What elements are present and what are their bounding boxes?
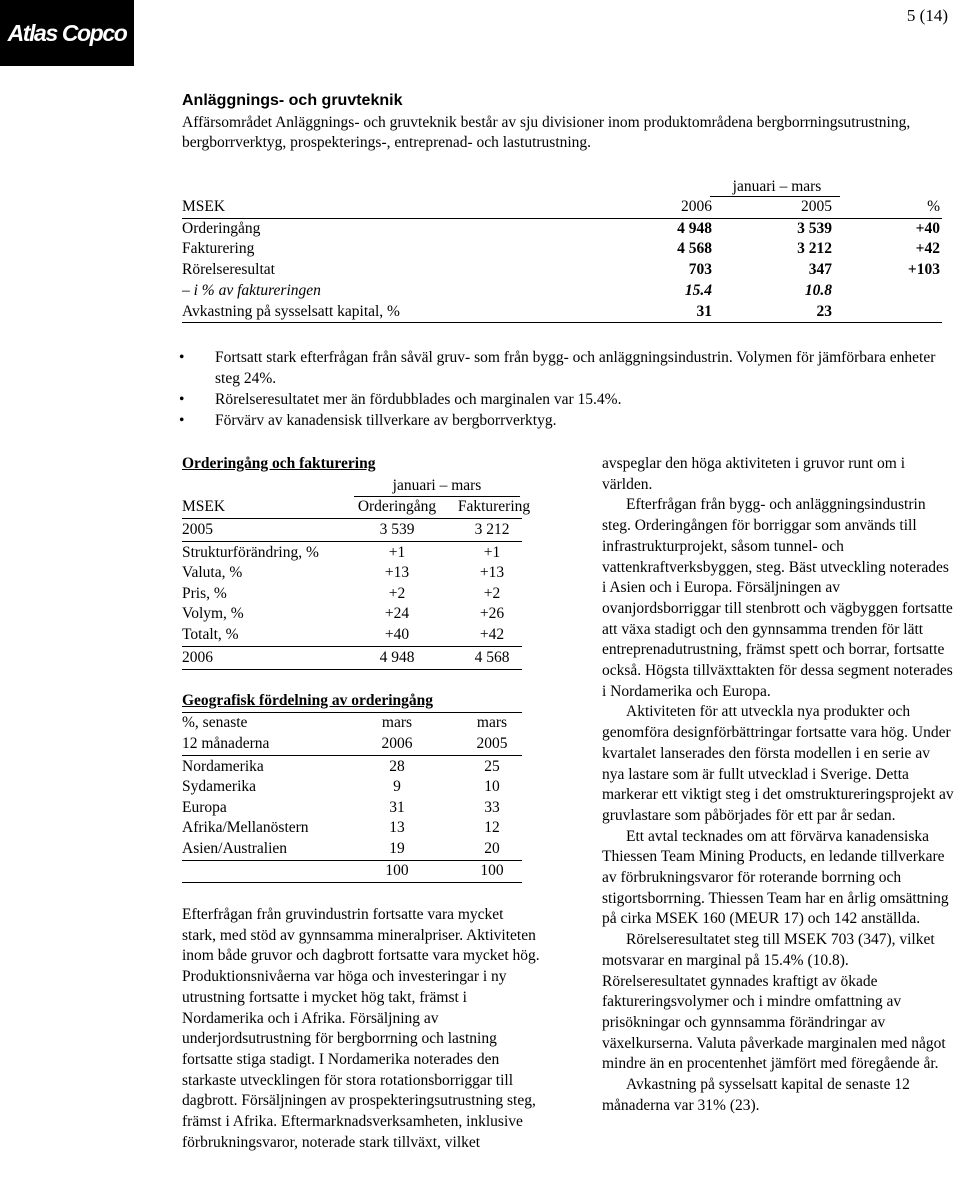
- row-value-2006: 4 568: [677, 240, 712, 257]
- row-value-orders: +13: [384, 564, 410, 581]
- atlas-copco-logo: Atlas Copco: [0, 0, 134, 66]
- table-bottom-rule: [182, 882, 522, 883]
- total-value-b: 100: [480, 862, 504, 879]
- row-label: Strukturförändring, %: [182, 544, 319, 561]
- header-col-b: 2005: [476, 735, 508, 752]
- list-item: • Förvärv av kanadensisk tillverkare av bergborrverktyg.: [182, 410, 942, 431]
- row-label: Valuta, %: [182, 564, 243, 581]
- row-label: Pris, %: [182, 585, 227, 602]
- row-value-invoicing: 3 212: [474, 521, 510, 538]
- header-col-a: 2006: [381, 735, 413, 752]
- geographic-distribution-table: [182, 691, 522, 884]
- header-label: 12 månaderna: [182, 735, 270, 752]
- row-value-orders: +1: [388, 544, 406, 561]
- paragraph: Rörelseresultatet steg till MSEK 703 (347), vilket motsvarar en marginal på 15.4% (10.8). Rörelseresultatet gynnades kraftigt av ökade faktureringsvolymer och i mindre omfattning av prisökningar och gynnsamma förändringar av växelkurserna. Valuta påverkade marginalen med något mindre än en procentenhet jämfört med föregående år.: [602, 931, 946, 1073]
- row-value-orders: +2: [388, 585, 406, 602]
- row-label: Europa: [182, 799, 227, 816]
- table-title: Orderingång och fakturering: [182, 455, 376, 472]
- left-column-text: Efterfrågan från gruvindustrin fortsatte vara mycket stark, med stöd av gynnsamma mineralpriser. Aktiviteten inom både gruvor och dagbrott fortsatte vara mycket hög. Produktionsnivåerna var höga och investeringar i ny utrustning fortsatte i mycket hög takt, främst i Nordamerika och i Afrika. Försäljning av underjordsutrustning för bergborrning och lastning fortsatte stiga stadigt. I Nordamerika noterades den starkaste utvecklingen för stora rotationsborriggar till dagbrott. Försäljningen av prospekteringsutrustning steg, främst i Afrika. Eftermarknadsverksamheten, inklusive förbrukningsvaror, noterade stark tillväxt, vilket: [182, 906, 540, 1151]
- row-value-a: 9: [393, 778, 401, 795]
- row-value-a: 13: [389, 819, 405, 836]
- row-value-percent: +103: [907, 261, 940, 278]
- paragraph: Avkastning på sysselsatt kapital de senaste 12 månaderna var 31% (23).: [602, 1076, 910, 1114]
- row-value-2006: 31: [696, 303, 712, 320]
- period-header: januari – mars: [732, 178, 822, 195]
- row-value-2006: 4 948: [677, 220, 712, 237]
- table-bottom-rule: [182, 669, 522, 670]
- row-rule: [182, 541, 522, 542]
- paragraph: Aktiviteten för att utveckla nya produkter och genomföra designförbättringar fortsatte vara hög. Under kvartalet lanserades den första modellen i en serie av nya lastare som är fullt utvecklad i Sverige. Detta markerar ett viktigt steg i det omstruktureringsprojekt av gruvlastare som påbörjades för ett par år sedan.: [602, 703, 954, 824]
- row-value-orders: 4 948: [379, 649, 415, 666]
- paragraph: avspeglar den höga aktiviteten i gruvor runt om i världen.: [602, 455, 906, 493]
- header-percent: %: [927, 198, 940, 215]
- row-label: Nordamerika: [182, 758, 264, 775]
- row-value-invoicing: +2: [483, 585, 501, 602]
- row-value-invoicing: +42: [479, 626, 505, 643]
- row-value-orders: +24: [384, 605, 410, 622]
- right-column: [602, 454, 956, 1117]
- total-value-a: 100: [385, 862, 409, 879]
- row-value-2005: 347: [808, 261, 832, 278]
- row-value-b: 10: [484, 778, 500, 795]
- row-label: Volym, %: [182, 605, 244, 622]
- header-2005: 2005: [801, 198, 832, 215]
- list-item: • Fortsatt stark efterfrågan från såväl gruv- som från bygg- och anläggningsindustrin. Volymen för jämförbara enheter steg 24%.: [182, 347, 942, 389]
- key-figures-table: [182, 177, 942, 323]
- row-label: Sydamerika: [182, 778, 257, 795]
- row-value-b: 25: [484, 758, 500, 775]
- table-title: Geografisk fördelning av orderingång: [182, 692, 434, 709]
- row-value-orders: 3 539: [379, 521, 415, 538]
- row-value-2005: 3 539: [797, 220, 832, 237]
- row-value-a: 19: [389, 840, 405, 857]
- row-value-2005: 3 212: [797, 240, 832, 257]
- row-value-b: 20: [484, 840, 500, 857]
- header-rule: [182, 755, 522, 756]
- header-2006: 2006: [681, 198, 712, 215]
- row-value-b: 33: [484, 799, 500, 816]
- row-label: Afrika/Mellanöstern: [182, 819, 309, 836]
- row-label: – i % av faktureringen: [182, 282, 321, 299]
- row-label: 2006: [182, 649, 213, 666]
- row-value-b: 12: [484, 819, 500, 836]
- row-value-percent: +42: [915, 240, 940, 257]
- row-label: Orderingång: [182, 220, 261, 237]
- list-item: • Rörelseresultatet mer än fördubblades och marginalen var 15.4%.: [182, 389, 942, 410]
- section-intro: Affärsområdet Anläggnings- och gruvteknik består av sju divisioner inom produktområdena bergborrningsutrustning, bergborrverktyg, prospekterings-, entreprenad- och lastutrustning.: [182, 114, 911, 151]
- highlights-list: [182, 347, 942, 431]
- row-value-2005: 23: [816, 303, 832, 320]
- header-invoicing: Fakturering: [457, 498, 531, 515]
- row-value-invoicing: +1: [483, 544, 501, 561]
- header-col-b: mars: [476, 714, 508, 731]
- period-header: januari – mars: [392, 477, 482, 494]
- row-value-percent: +40: [915, 220, 940, 237]
- header-msek: MSEK: [182, 198, 226, 215]
- header-msek: MSEK: [182, 498, 226, 515]
- order-invoicing-table: [182, 454, 531, 669]
- header-rule: [182, 518, 522, 519]
- row-value-invoicing: 4 568: [474, 649, 510, 666]
- row-value-a: 31: [389, 799, 405, 816]
- header-label: %, senaste: [182, 714, 248, 731]
- section-title: Anläggnings- och gruvteknik: [182, 92, 403, 109]
- row-rule: [182, 646, 522, 647]
- row-label: Totalt, %: [182, 626, 239, 643]
- paragraph: Efterfrågan från bygg- och anläggningsindustrin steg. Orderingången för borriggar som används till infrastrukturprojekt, såsom tunnel- och vattenkraftverksbyggen, steg. Bäst utveckling noterades i Asien och i Europa. Försäljningen av ovanjordsborriggar till stenbrott och vägbyggen fortsatte att växa stadigt och den gynnsamma trenden för lätt entreprenadutrustning, främst spett och borrar, fortsatte också. Högsta tillväxttakten för dessa segment noterades i Nordamerika och Europa.: [602, 496, 953, 700]
- row-value-2005: 10.8: [804, 282, 832, 299]
- row-value-orders: +40: [384, 626, 410, 643]
- row-label: Rörelseresultat: [182, 261, 275, 278]
- paragraph: Ett avtal tecknades om att förvärva kanadensiska Thiessen Team Mining Products, en ledande tillverkare av förbrukningsvaror för roterande borrning och stigortsborrning. Thiessen Team har en årlig omsättning på cirka MSEK 160 (MEUR 17) och 142 anställda.: [602, 827, 949, 928]
- page-number: 5 (14): [906, 6, 948, 25]
- row-label: Asien/Australien: [182, 840, 288, 857]
- header-orders: Orderingång: [357, 498, 437, 515]
- header-col-a: mars: [381, 714, 413, 731]
- table-bottom-rule: [182, 322, 942, 323]
- row-value-a: 28: [389, 758, 405, 775]
- row-value-invoicing: +26: [479, 605, 505, 622]
- row-value-2006: 703: [688, 261, 712, 278]
- row-value-2006: 15.4: [684, 282, 712, 299]
- row-label: 2005: [182, 521, 213, 538]
- row-label: Avkastning på sysselsatt kapital, %: [182, 303, 400, 320]
- row-value-invoicing: +13: [479, 564, 505, 581]
- row-label: Fakturering: [182, 240, 255, 257]
